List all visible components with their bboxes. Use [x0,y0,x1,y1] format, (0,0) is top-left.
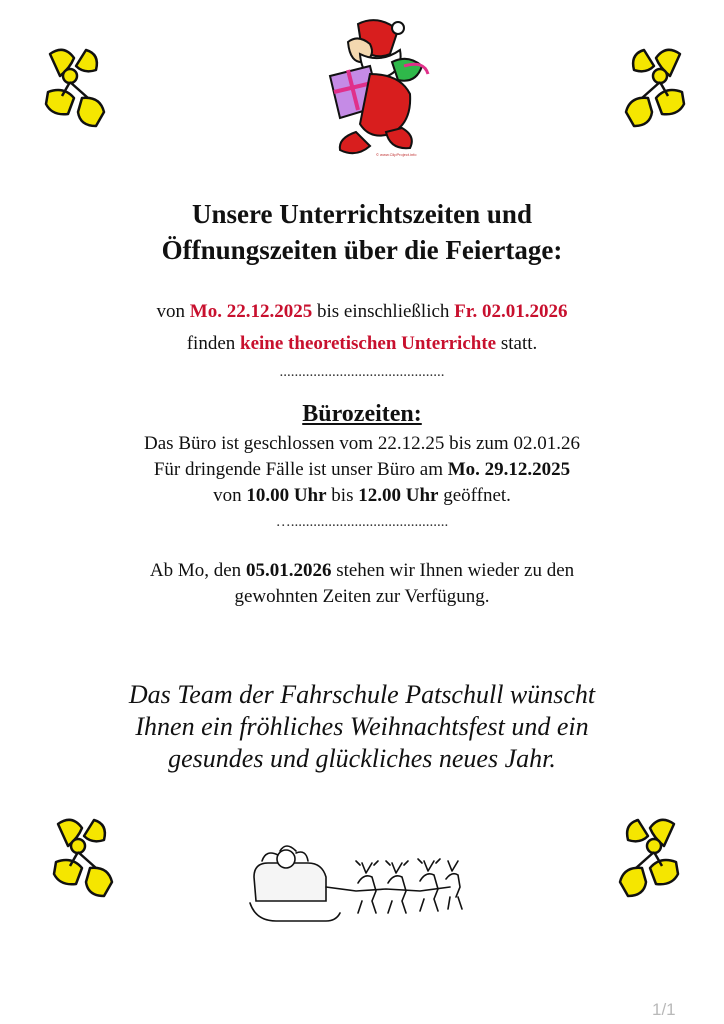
hours-suffix: geöffnet. [438,485,511,506]
no-classes-highlight: keine theoretischen Unterrichte [240,333,497,354]
office-closed-line: Das Büro ist geschlossen vom 22.12.25 bis zum 02.01.26 [144,433,580,454]
hours-to: 12.00 Uhr [358,485,439,506]
image-credit: © www.ClipProject.info [376,152,417,157]
page-indicator: 1/1 [652,1000,676,1019]
greeting-line-1: Das Team der Fahrschule Patschull wünscht [128,680,596,709]
office-emergency-hours [0,484,724,508]
hours-middle: bis [326,485,359,506]
resume-prefix: Ab Mo, den [149,560,246,581]
period-middle: bis einschließlich [312,301,455,322]
hours-prefix: von [213,485,247,506]
separator: ….......................................... [275,514,449,530]
holiday-greeting [0,679,724,775]
resume-line-2: gewohnten Zeiten zur Verfügung. [234,586,490,607]
greeting-line-3: gesundes und glückliches neues Jahr. [168,744,556,773]
separator: ............................................ [279,364,445,380]
bells-icon [586,806,696,916]
office-emergency-line [0,458,724,482]
office-emergency-prefix: Für dringende Fälle ist unser Büro am [153,459,448,480]
no-classes-prefix: finden [186,333,241,354]
no-classes-line [0,332,724,356]
resume-date: 05.01.2026 [245,560,332,581]
bells-icon [30,36,140,146]
santa-sleigh-reindeer-icon [240,843,470,928]
santa-with-gift-icon [300,14,440,164]
resume-suffix: stehen wir Ihnen wieder zu den [331,560,575,581]
office-hours-heading: Bürozeiten: [302,401,422,427]
period-prefix: von [156,301,190,322]
closure-period-line [0,300,724,324]
office-emergency-date: Mo. 29.12.2025 [447,459,571,480]
period-end-date: Fr. 02.01.2026 [454,301,568,322]
title-line-1: Unsere Unterrichtszeiten und [192,199,532,229]
page-title [0,196,724,268]
greeting-line-2: Ihnen ein fröhliches Weihnachtsfest und ein [135,712,589,741]
period-start-date: Mo. 22.12.2025 [189,301,313,322]
title-line-2: Öffnungszeiten über die Feiertage: [161,235,563,265]
resume-line-1 [0,559,724,583]
bells-icon [38,806,148,916]
no-classes-suffix: statt. [496,333,538,354]
bells-icon [592,36,702,146]
hours-from: 10.00 Uhr [246,485,327,506]
